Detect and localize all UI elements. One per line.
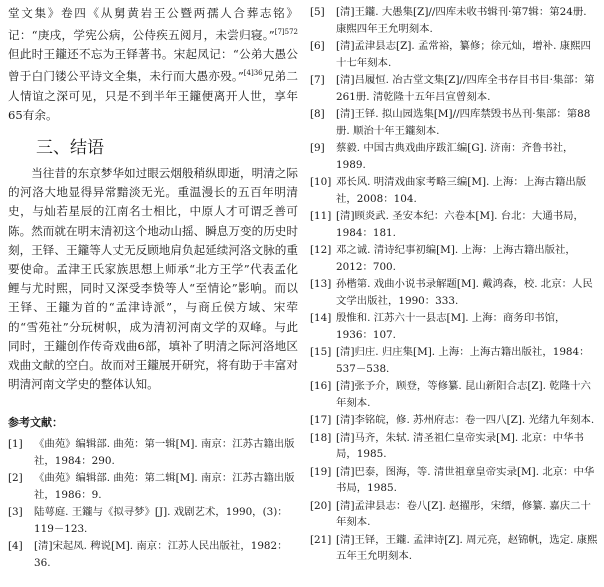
reference-item (310, 532, 598, 565)
reference-item (310, 208, 598, 241)
reference-item (310, 174, 598, 207)
reference-number: [19] (310, 465, 332, 478)
reference-item (310, 310, 598, 343)
reference-item (310, 412, 598, 429)
reference-item (8, 538, 298, 571)
reference-text: 殷惟和. 江苏六十一县志[M]. 上海：商务印书馆，1936：107. (336, 312, 566, 341)
reference-text: [清]王铎，王鑨. 孟津诗[Z]. 周元亮，赵锦帆，选定. 康熙五年王允明刻本. (336, 533, 598, 562)
reference-number: [8] (310, 108, 325, 120)
reference-text: 陆萼庭. 王鑨与《拟寻梦》[J]. 戏剧艺术，1990，(3)：119－123. (34, 506, 288, 535)
citation-superscript-2: [4]36 (243, 69, 263, 78)
intro-paragraph (8, 4, 298, 125)
reference-number: [1] (8, 438, 23, 451)
reference-item (310, 38, 598, 71)
reference-item (310, 140, 598, 173)
reference-text: 《曲苑》编辑部. 曲苑：第一辑[M]. 南京：江苏古籍出版社，1984：290. (34, 438, 295, 467)
reference-item (310, 276, 598, 309)
reference-number: [16] (310, 380, 332, 392)
reference-number: [15] (310, 346, 332, 358)
reference-number: [5] (310, 6, 325, 18)
reference-text: [清]巴泰，图海，等. 清世祖章皇帝实录[M]. 北京：中华书局，1985. (336, 465, 595, 494)
reference-item (310, 106, 598, 139)
reference-number: [20] (310, 499, 332, 512)
reference-item (310, 4, 598, 37)
reference-item (310, 464, 598, 497)
intro-tail-text: 但此时王鑨还不忘为王铎著书。宋起凤记：“公弟大愚公曾于白门镂公平诗文全集，未行而大愚亦殁。” (8, 47, 298, 84)
section-title: 三、结语 (36, 137, 104, 158)
reference-number: [12] (310, 244, 332, 256)
reference-item (8, 504, 298, 537)
reference-number: [3] (8, 506, 23, 519)
intro-end-text: 兄弟二人情谊之深可见，只是不到半年王鑨便离开人世，享年65有余。 (8, 69, 298, 122)
reference-text: [清]马齐，朱轼. 清圣祖仁皇帝实录[M]. 北京：中华书局，1985. (336, 431, 584, 460)
reference-text: [清]王铎. 拟山园选集[M]//四库禁毁书丛刊·集部：第88册. 顺治十年王鑨刻本. (336, 108, 591, 137)
reference-number: [18] (310, 431, 332, 444)
reference-item (8, 470, 298, 503)
reference-number: [4] (8, 540, 23, 553)
reference-number: [13] (310, 278, 332, 290)
reference-text: [清]归庄. 归庄集[M]. 上海：上海古籍出版社，1984：537－538. (336, 346, 590, 375)
reference-item (310, 242, 598, 275)
reference-text: 邓之诚. 清诗纪事初编[M]. 上海：上海古籍出版社，2012：700. (336, 244, 576, 273)
reference-number: [17] (310, 414, 332, 426)
conclusion-paragraph: 当往昔的东京梦华如过眼云烟般稍纵即逝，明清之际的河洛大地显得异常黯淡无光。重温漫长的五百年明清史，与灿若星辰的江南名士相比，中原人才可谓乏善可陈。然而就在明末清初这个地动山摇、瞬息万变的历史时刻，王铎、王鑨等人丈无反顾地肩负起延续河洛文脉的重要使命。孟津王氏家族思想上师承“北方王学”代表孟化鲤与尤时熙，同时又深受李贽等人“至情论”影响。而以王铎、王鑨为首的“孟津诗派”，与商丘侯方域、宋荦的“雪苑社”分玩树帜，成为清初河南文学的双峰。与此同时，王鑨创作传奇戏曲6部，填补了明清之际河洛地区戏曲文献的空白。故而对王鑨展开研究，将有助于丰富对明清河南文学史的整体认知。 (8, 165, 298, 392)
reference-item (310, 344, 598, 377)
reference-item (310, 378, 598, 411)
reference-text: [清]宋起凤. 稗说[M]. 南京：江苏人民出版社，1982：36. (34, 540, 288, 569)
reference-number: [14] (310, 312, 332, 324)
reference-item (310, 72, 598, 105)
references-list-left (8, 436, 298, 571)
reference-text: [清]王鑨. 大愚集[Z]//四库未收书辑刊·第7辑：第24册. 康熙四年王允明刻本. (336, 6, 587, 35)
references-list-right (310, 4, 598, 565)
citation-superscript: [7]572 (274, 28, 298, 37)
reference-number: [6] (310, 40, 325, 52)
reference-text: [清]李铭皖，修. 苏州府志：卷一四八[Z]. 光绪九年刻本. (336, 414, 595, 426)
right-column (310, 4, 598, 566)
reference-item (8, 436, 298, 469)
reference-text: [清]张予介，顾登，等修纂. 昆山新阳合志[Z]. 乾隆十六年刻本. (336, 380, 591, 409)
reference-text: [清]顾炎武. 圣安本纪：六卷本[M]. 台北：大通书局，1984：181. (336, 210, 584, 239)
intro-text: 堂文集》卷四《从舅黄岩王公暨两孺人合葬志铭》记：“庚戌，学宪公病，公侍疾五阅月，未尝归寝。” (8, 6, 298, 43)
reference-text: [清]孟津县志：卷八[Z]. 赵擢彤，宋缙，修纂. 嘉庆二十年刻本. (336, 499, 591, 528)
reference-text: 蔡毅. 中国古典戏曲序跋汇编[G]. 济南：齐鲁书社，1989. (336, 142, 574, 171)
reference-number: [2] (8, 472, 23, 485)
reference-text: [清]吕履恒. 冶古堂文集[Z]//四库全书存目书目·集部：第261册. 清乾隆十五年吕宣曾刻本. (336, 74, 595, 103)
reference-text: 《曲苑》编辑部. 曲苑：第二辑[M]. 南京：江苏古籍出版社，1986：9. (34, 472, 295, 501)
reference-number: [7] (310, 74, 325, 86)
reference-number: [21] (310, 533, 332, 546)
reference-number: [11] (310, 210, 332, 222)
left-column (8, 4, 298, 572)
reference-text: 邓长风. 明清戏曲家考略三编[M]. 上海：上海古籍出版社，2008：104. (336, 176, 587, 205)
reference-text: [清]孟津县志[Z]. 孟常裕，纂修；徐元灿，增补. 康熙四十七年刻本. (336, 40, 591, 69)
reference-text: 孙楷第. 戏曲小说书录解题[M]. 戴鸿森，校. 北京：人民文学出版社，1990：333. (336, 278, 593, 307)
reference-item (310, 430, 598, 463)
reference-number: [9] (310, 142, 325, 154)
references-heading: 参考文献： (8, 416, 63, 430)
reference-item (310, 498, 598, 531)
reference-number: [10] (310, 176, 332, 188)
